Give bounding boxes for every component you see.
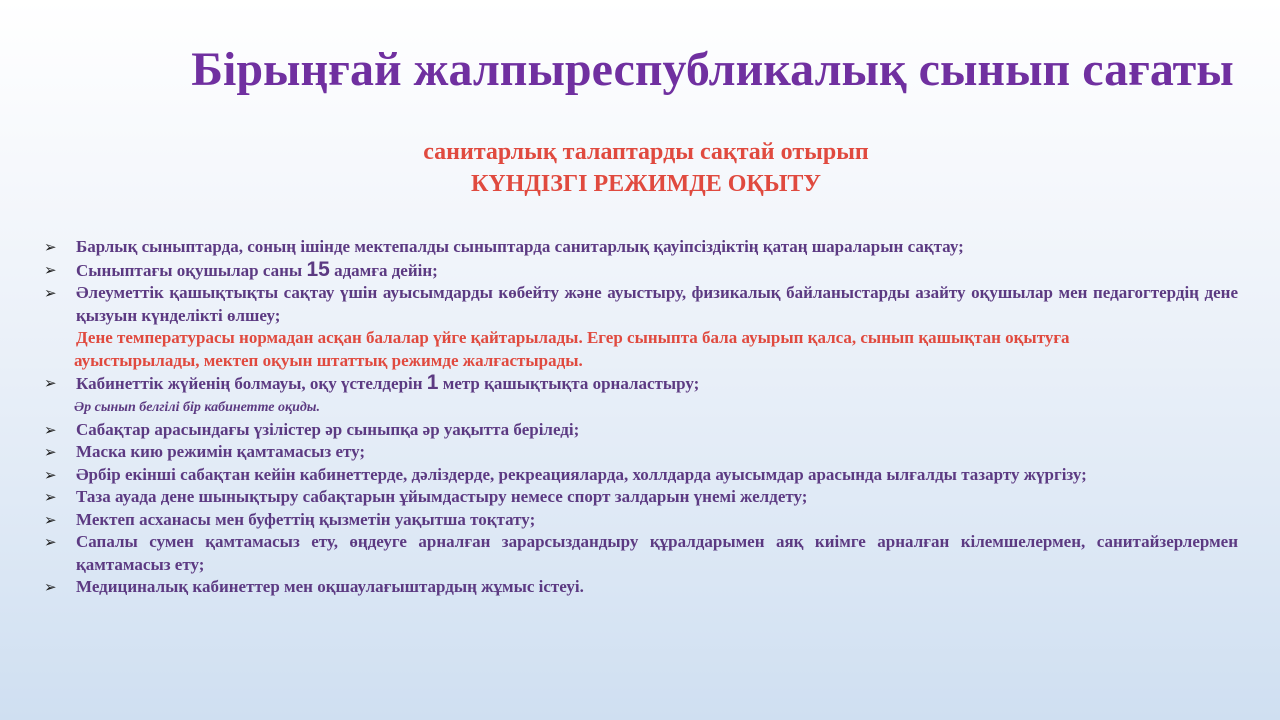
list-item: [42, 259, 1238, 283]
arrow-bullet-icon: ➢: [44, 238, 57, 256]
subtitle-line-2: КҮНДІЗГІ РЕЖИМДЕ ОҚЫТУ: [470, 171, 822, 197]
list-item-text: Әлеуметтік қашықтықты сақтау үшін ауысымдарды көбейту және ауыстыру, физикалық байланыстарды азайту оқушылар мен педагогтердің дене қызуын күнделікті өлшеу;: [76, 283, 1238, 325]
list-item-text: Таза ауада дене шынықтыру сабақтарын ұйымдастыру немесе спорт залдарын үнемі желдету;: [76, 487, 808, 506]
list-item: [42, 509, 1238, 532]
list-item-text: Сыныптағы оқушылар саны: [76, 260, 307, 280]
list-item: [42, 464, 1238, 487]
list-item-text: метр қашықтықта орналастыру;: [438, 374, 700, 393]
arrow-bullet-icon: ➢: [44, 465, 57, 484]
arrow-bullet-icon: ➢: [44, 488, 57, 506]
classroom-note: Әр сынып белгілі бір кабинетте оқиды.: [74, 399, 321, 415]
list-item-text: Кабинеттік жүйенің болмауы, оқу үстелдерін: [76, 374, 427, 393]
list-item: [42, 419, 1238, 442]
slide-title: Бірыңғай жалпыреспубликалық сынып сағаты: [191, 43, 1234, 96]
arrow-bullet-icon: ➢: [44, 374, 57, 392]
list-item-text: Сабақтар арасындағы үзілістер әр сыныпқа әр уақытта беріледі;: [76, 419, 580, 439]
requirements-list: [42, 236, 1238, 599]
slide-subtitle: [0, 136, 1280, 200]
list-item: [42, 372, 1238, 396]
list-item: [42, 441, 1238, 464]
arrow-bullet-icon: ➢: [44, 443, 57, 461]
temperature-note: Дене температурасы нормадан асқан балалар үйге қайтарылады. Егер сыныпта бала ауырып қалса, сынып қашықтан оқытуға: [76, 328, 1070, 347]
arrow-bullet-icon: ➢: [44, 510, 57, 529]
list-item: [42, 486, 1238, 509]
subtitle-line-1: санитарлық талаптарды сақтай отырып: [423, 139, 869, 165]
list-item: [42, 236, 1238, 259]
arrow-bullet-icon: ➢: [44, 260, 57, 279]
arrow-bullet-icon: ➢: [44, 533, 57, 551]
arrow-bullet-icon: ➢: [44, 420, 57, 439]
distance-number: 1: [426, 371, 439, 394]
list-item-text: адамға дейін;: [329, 260, 438, 280]
arrow-bullet-icon: ➢: [44, 578, 57, 596]
list-item-text: Мектеп асханасы мен буфеттің қызметін уақытша тоқтату;: [76, 509, 536, 529]
list-item: [42, 531, 1238, 576]
list-item-text: Сапалы сумен қамтамасыз ету, өңдеуге арналған зарарсыздандыру құралдарымен аяқ киімге арналған кілемшелермен, санитайзерлермен қамтамасыз ету;: [76, 532, 1238, 574]
list-item-text: Маска кию режимін қамтамасыз ету;: [76, 442, 366, 461]
temperature-note-continued: ауыстырылады, мектеп оқуын штаттық режимде жалғастырады.: [74, 350, 583, 370]
list-item-text: Барлық сыныптарда, соның ішінде мектепалды сыныптарда санитарлық қауіпсіздіктің қатаң шараларын сақтау;: [76, 237, 964, 256]
list-item: [42, 282, 1238, 327]
arrow-bullet-icon: ➢: [44, 284, 57, 302]
list-item-text: Медициналық кабинеттер мен оқшаулағыштардың жұмыс істеуі.: [76, 577, 584, 596]
list-item: [42, 576, 1238, 599]
list-item-text: Әрбір екінші сабақтан кейін кабинеттерде, дәліздерде, рекреацияларда, холлдарда ауысымдар арасында ылғалды тазарту жүргізу;: [76, 464, 1087, 484]
student-limit-number: 15: [306, 257, 330, 281]
